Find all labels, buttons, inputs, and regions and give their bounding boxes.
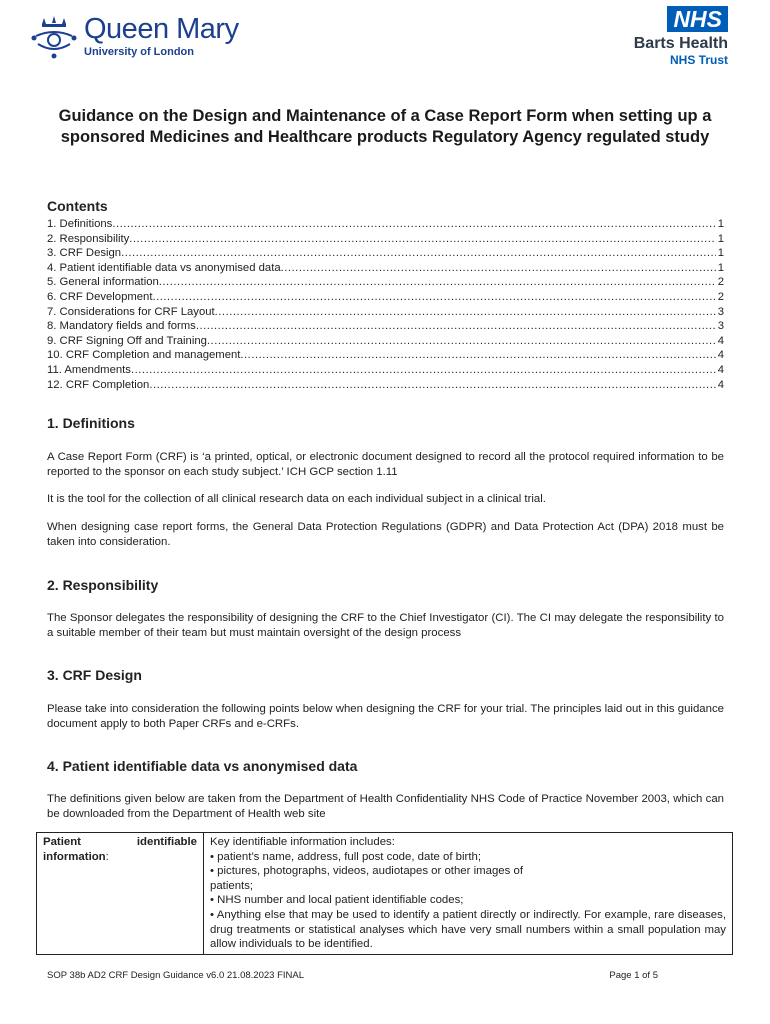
definitions-paragraph-1: A Case Report Form (CRF) is ‘a printed, optical, or electronic document designed to record all the protocol required information to be reported to the sponsor on each study subject.’ ICH GCP section 1.11 — [47, 451, 724, 478]
toc-item[interactable]: 5. General information ..... 2 — [47, 275, 724, 290]
queen-mary-subtitle: University of London — [84, 46, 194, 58]
table-label-cell: Patient identifiable information: — [37, 833, 204, 955]
toc-item[interactable]: 11. Amendments ..... 4 — [47, 363, 724, 378]
crf-design-heading: 3. CRF Design — [47, 667, 142, 683]
crf-design-paragraph: Please take into consideration the following points below when designing the CRF for your trial. The principles laid out in this guidance document apply to both Paper CRFs and e-CRFs. — [47, 703, 724, 730]
table-intro: Key identifiable information includes: — [210, 836, 395, 848]
definitions-heading: 1. Definitions — [47, 415, 135, 431]
table-row — [37, 833, 733, 955]
toc-item[interactable]: 7. Considerations for CRF Layout ..... 3 — [47, 305, 724, 320]
nhs-badge: NHS — [667, 6, 728, 32]
toc-item[interactable]: 12. CRF Completion ..... 4 — [47, 378, 724, 393]
footer-doc-ref: SOP 38b AD2 CRF Design Guidance v6.0 21.08.2023 FINAL — [47, 970, 305, 981]
table-of-contents — [47, 217, 724, 392]
toc-item[interactable]: 4. Patient identifiable data vs anonymised data ..... 1 — [47, 261, 724, 276]
toc-item[interactable]: 3. CRF Design ..... 1 — [47, 246, 724, 261]
toc-item[interactable]: 8. Mandatory fields and forms ..... 3 — [47, 319, 724, 334]
toc-item[interactable]: 10. CRF Completion and management ..... 4 — [47, 348, 724, 363]
table-content-cell — [204, 833, 733, 955]
definitions-paragraph-3: When designing case report forms, the General Data Protection Regulations (GDPR) and Data Protection Act (DPA) 2018 must be taken into consideration. — [47, 521, 724, 548]
toc-item[interactable]: 9. CRF Signing Off and Training ..... 4 — [47, 334, 724, 349]
document-title: Guidance on the Design and Maintenance of a Case Report Form when setting up a sponsored Medicines and Healthcare products Regulatory Agency regulated study — [58, 107, 712, 146]
nhs-org-name: Barts Health — [633, 35, 728, 52]
patient-data-paragraph: The definitions given below are taken from the Department of Health Confidentiality NHS Code of Practice November 2003, which can be downloaded from the Department of Health web site — [47, 793, 724, 820]
nhs-logo — [634, 6, 728, 67]
responsibility-heading: 2. Responsibility — [47, 577, 159, 593]
toc-item[interactable]: 2. Responsibility ..... 1 — [47, 232, 724, 247]
table-bullet: • patient’s name, address, full post code, date of birth; — [210, 850, 481, 863]
footer-page-number: Page 1 of 5 — [609, 970, 658, 981]
table-bullet: • pictures, photographs, videos, audiotapes or other images of — [210, 865, 523, 878]
table-bullet-continued: patients; — [210, 879, 254, 892]
responsibility-paragraph: The Sponsor delegates the responsibility of designing the CRF to the Chief Investigator (CI). The CI may delegate the responsibility to a suitable member of their team but must maintain oversight of the design process — [47, 612, 724, 639]
patient-identifiable-table — [36, 832, 733, 955]
definitions-paragraph-2: It is the tool for the collection of all clinical research data on each individual subject in a clinical trial. — [47, 493, 546, 505]
table-bullet: • Anything else that may be used to identify a patient directly or indirectly. For example, rare diseases, drug treatments or statistical analyses which have very small numbers within a small population may allow individuals to be identified. — [210, 908, 726, 951]
patient-data-heading: 4. Patient identifiable data vs anonymised data — [47, 758, 358, 774]
queen-mary-logo — [30, 14, 239, 60]
toc-item[interactable]: 6. CRF Development ..... 2 — [47, 290, 724, 305]
queen-mary-name: Queen Mary — [84, 13, 239, 45]
toc-item[interactable]: 1. Definitions ..... 1 — [47, 217, 724, 232]
queen-mary-crest-icon — [30, 14, 78, 60]
table-bullet: • NHS number and local patient identifiable codes; — [210, 894, 464, 907]
contents-heading: Contents — [47, 198, 108, 214]
nhs-trust-label: NHS Trust — [669, 53, 728, 67]
